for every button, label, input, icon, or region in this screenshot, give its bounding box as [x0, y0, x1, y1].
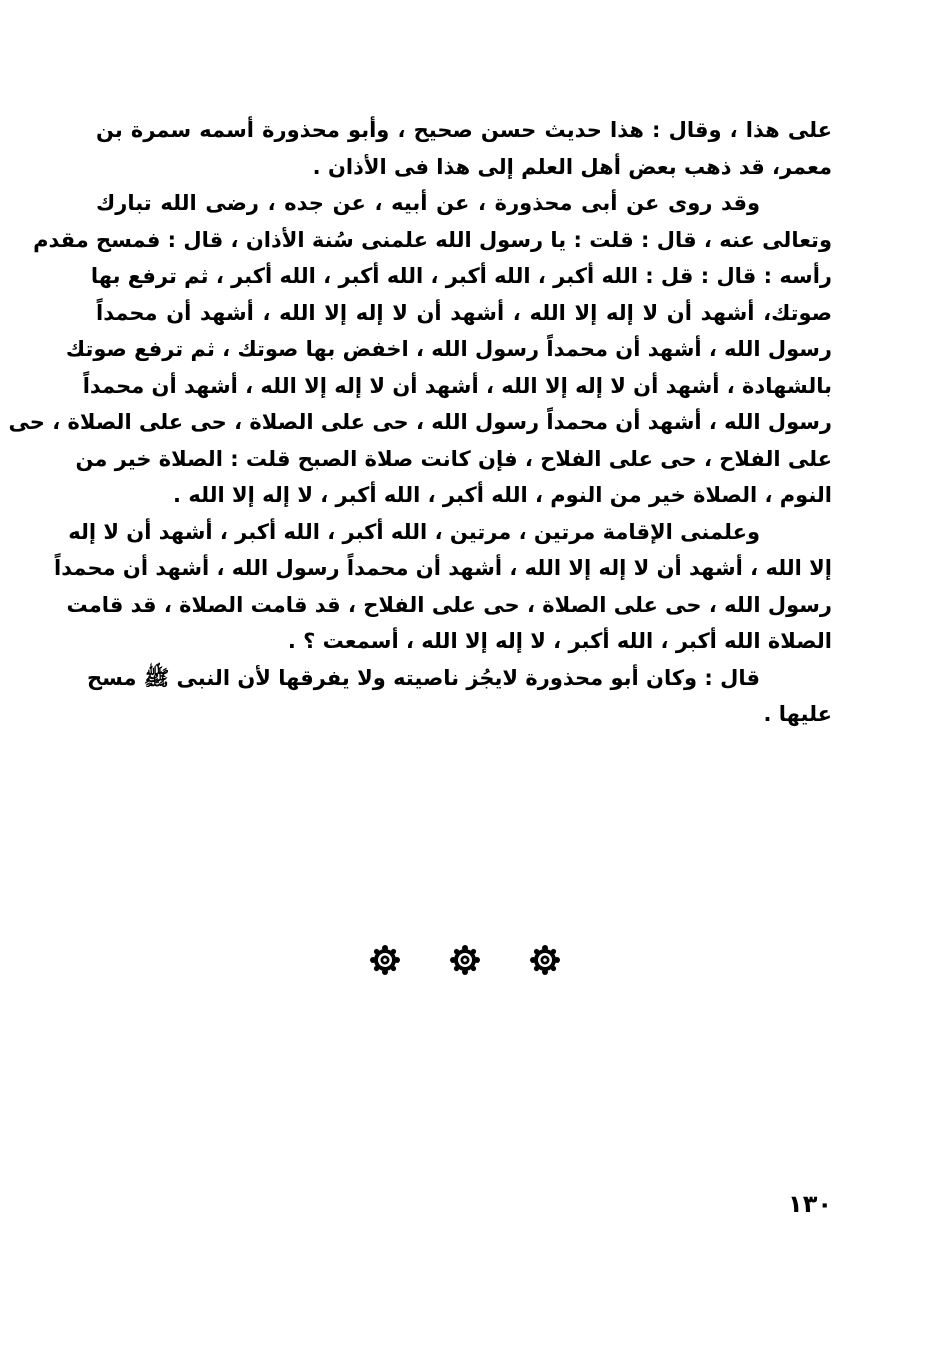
text-line: النوم ، الصلاة خير من النوم ، الله أكبر ، الله أكبر ، لا إله إلا الله .	[173, 483, 832, 507]
text-line: رسول الله ، حى على الصلاة ، حى على الفلاح ، قد قامت الصلاة ، قد قامت	[66, 592, 832, 617]
text-line: معمر، قد ذهب بعض أهل العلم إلى هذا فى الأذان .	[312, 154, 832, 179]
text-line: على هذا ، وقال : هذا حديث حسن صحيح ، وأبو محذورة أسمه سمرة بن	[96, 118, 832, 142]
text-line: إلا الله ، أشهد أن لا إله إلا الله ، أشهد أن محمداً رسول الله ، أشهد أن محمداً	[54, 556, 832, 580]
text-line: قال : وكان أبو محذورة لايجُز ناصيته ولا يفرقها لأن النبى ﷺ مسح	[87, 665, 760, 690]
page-number: ١٣٠	[788, 1190, 832, 1218]
section-divider	[370, 945, 560, 975]
flower-ornament-icon	[530, 945, 560, 975]
text-line: صوتك، أشهد أن لا إله إلا الله ، أشهد أن لا إله إلا الله ، أشهد أن محمداً	[96, 300, 832, 325]
text-line: رسول الله ، أشهد أن محمداً رسول الله ، اخفض بها صوتك ، ثم ترفع صوتك	[65, 337, 832, 361]
flower-ornament-icon	[370, 945, 400, 975]
text-line: الصلاة الله أكبر ، الله أكبر ، لا إله إلا الله ، أسمعت ؟ .	[287, 629, 832, 653]
text-line: رسول الله ، أشهد أن محمداً رسول الله ، حى على الصلاة ، حى على الصلاة ، حى	[8, 410, 832, 434]
text-line: رأسه : قال : قل : الله أكبر ، الله أكبر ، الله أكبر ، الله أكبر ، ثم ترفع بها	[90, 264, 832, 288]
text-line: على الفلاح ، حى على الفلاح ، فإن كانت صلاة الصبح قلت : الصلاة خير من	[75, 446, 832, 471]
text-line: وقد روى عن أبى محذورة ، عن أبيه ، عن جده ، رضى الله تبارك	[96, 191, 760, 215]
text-line: عليها .	[763, 702, 832, 726]
text-line: وتعالى عنه ، قال : قلت : يا رسول الله علمنى سُنة الأذان ، قال : فمسح مقدم	[33, 227, 832, 252]
text-line: بالشهادة ، أشهد أن لا إله إلا الله ، أشهد أن لا إله إلا الله ، أشهد أن محمداً	[82, 373, 832, 398]
flower-ornament-icon	[450, 945, 480, 975]
body-text	[8, 112, 832, 733]
text-line: وعلمنى الإقامة مرتين ، مرتين ، الله أكبر ، الله أكبر ، أشهد أن لا إله	[68, 519, 760, 544]
